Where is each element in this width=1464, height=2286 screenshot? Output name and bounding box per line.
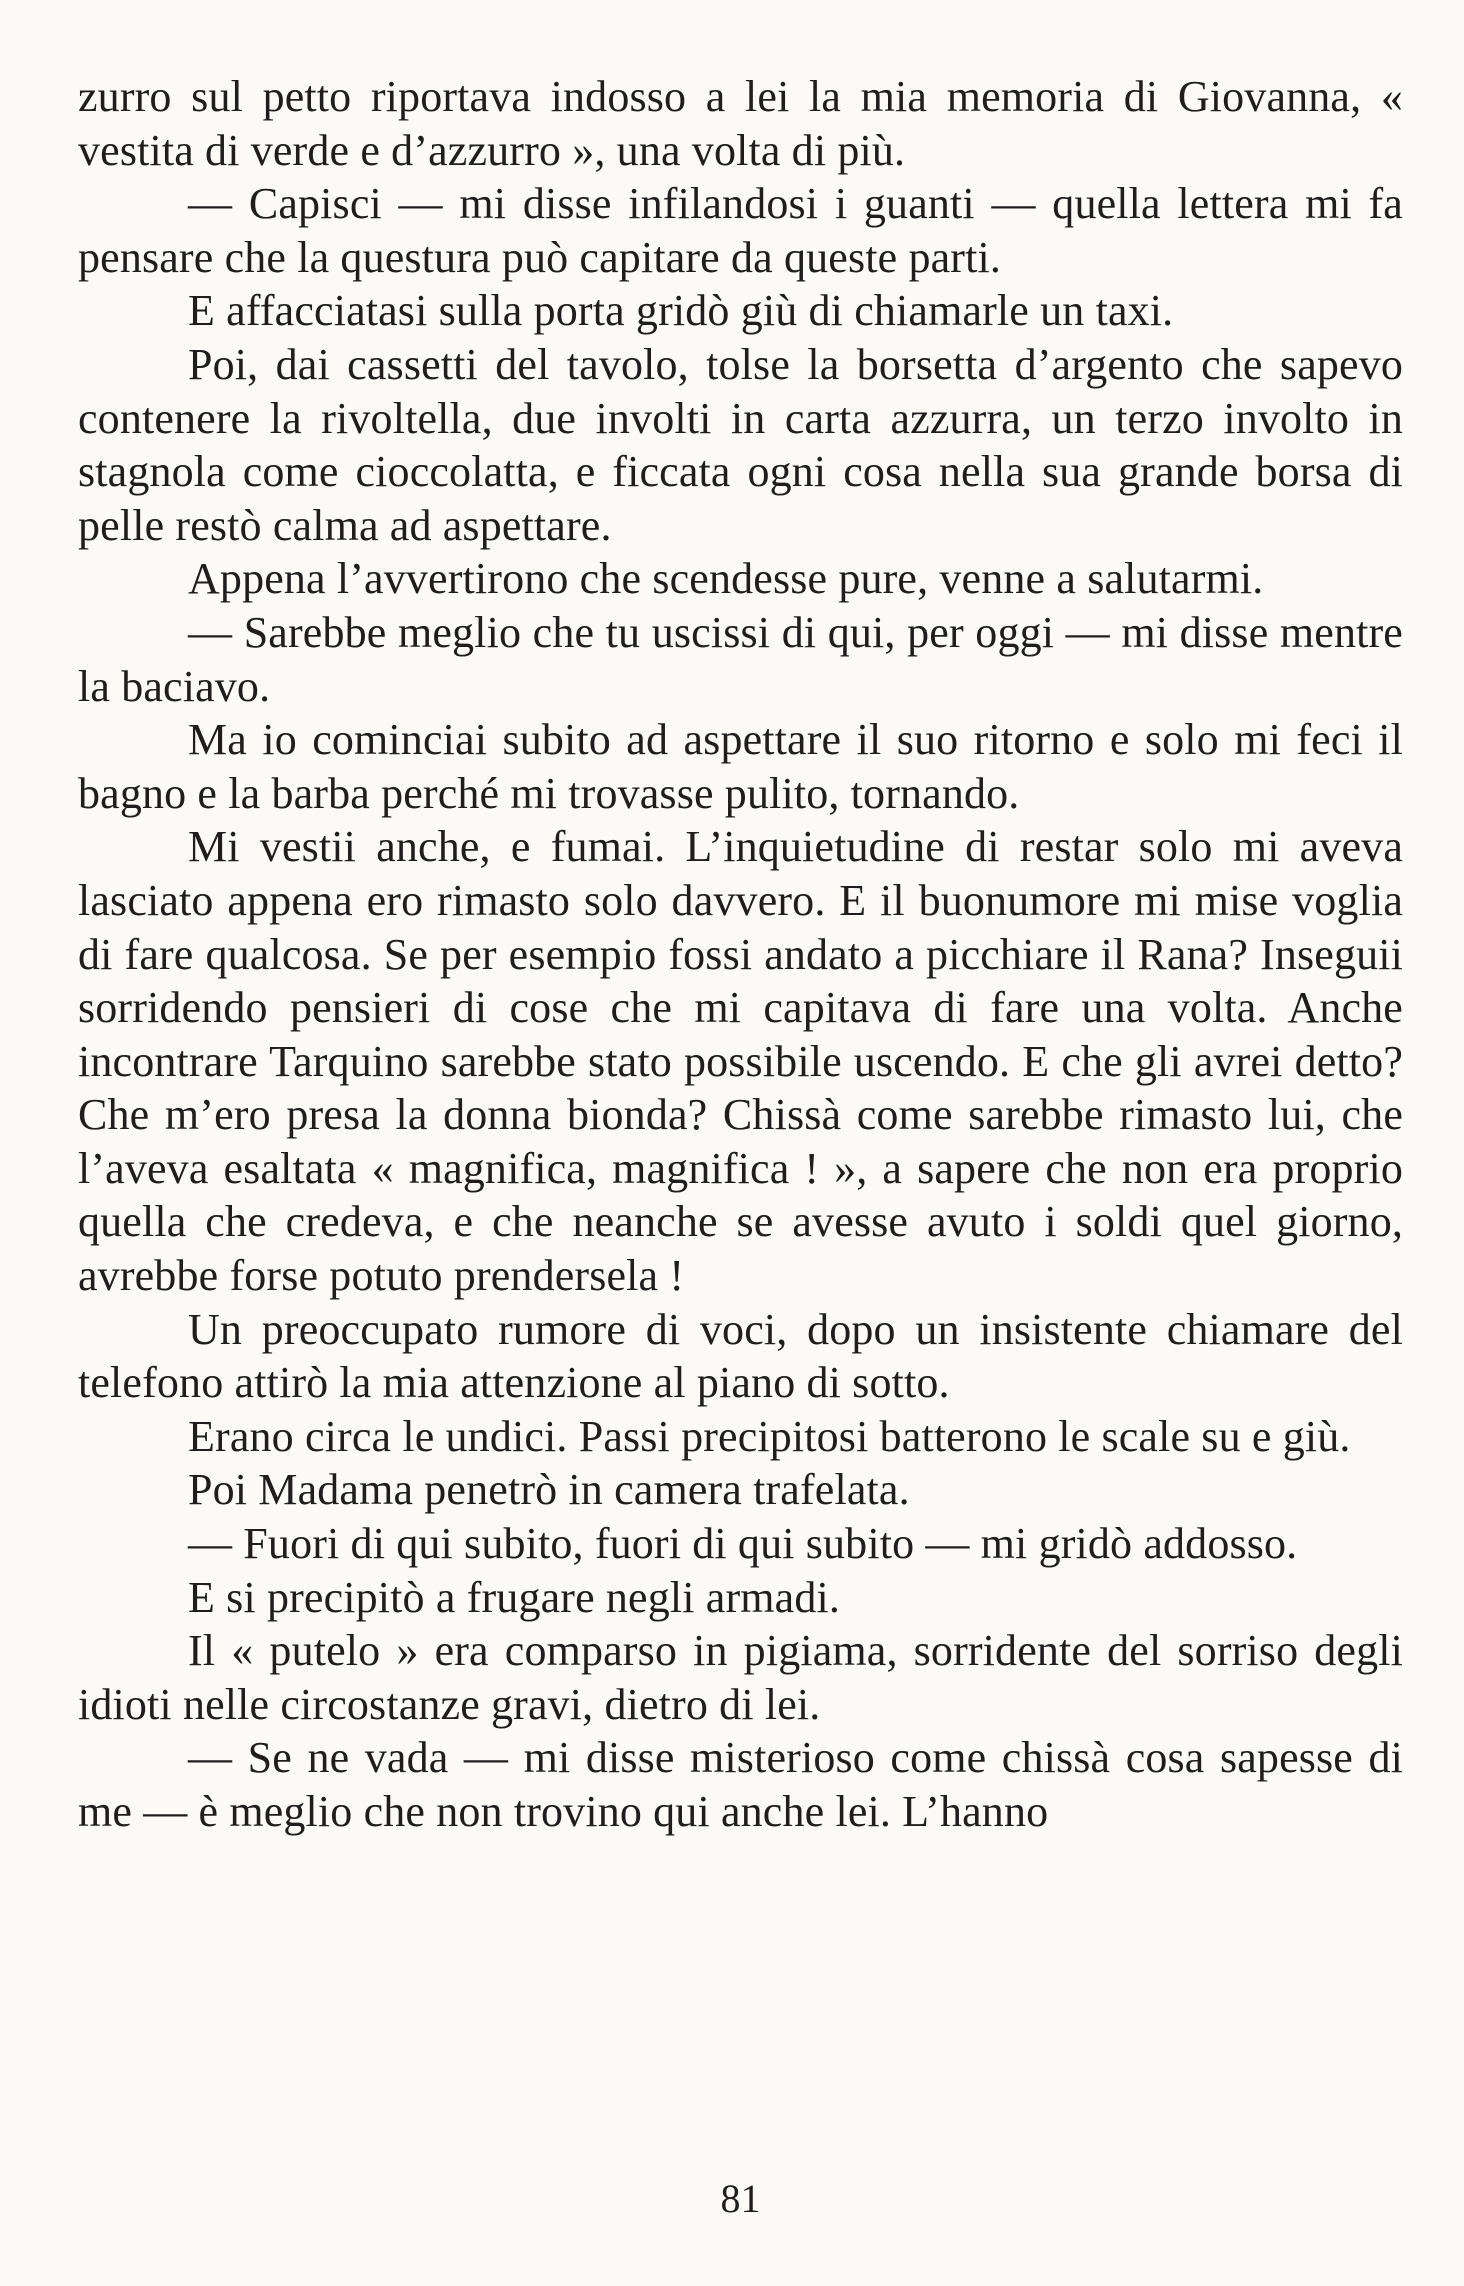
paragraph: Poi, dai cassetti del tavolo, tolse la borsetta d’argento che sapevo contenere la rivoltella, due involti in carta azzurra, un terzo involto in stagnola come cioccolatta, e ficcata ogni cosa nella sua grande borsa di pelle restò calma ad aspettare.: [78, 339, 1403, 550]
paragraph: zurro sul petto riportava indosso a lei la mia memoria di Giovanna, « vestita di verde e d’azzurro », una volta di più.: [78, 72, 1403, 175]
paragraph: Poi Madama penetrò in camera trafelata.: [188, 1465, 910, 1515]
book-page: [78, 70, 1403, 2260]
paragraph: Ma io cominciai subito ad aspettare il suo ritorno e solo mi feci il bagno e la barba perché mi trovasse pulito, tornando.: [78, 715, 1403, 818]
paragraph: Un preoccupato rumore di voci, dopo un insistente chiamare del telefono attirò la mia attenzione al piano di sotto.: [78, 1304, 1403, 1408]
body-text: [78, 70, 1403, 1839]
paragraph: E affacciatasi sulla porta gridò giù di chiamarle un taxi.: [188, 286, 1174, 336]
paragraph: — Sarebbe meglio che tu uscissi di qui, per oggi — mi disse mentre la baciavo.: [78, 607, 1403, 711]
paragraph: — Se ne vada — mi disse misterioso come chissà cosa sapesse di me — è meglio che non trovino qui anche lei. L’hanno: [78, 1733, 1403, 1836]
paragraph: — Fuori di qui subito, fuori di qui subito — mi gridò addosso.: [188, 1519, 1298, 1569]
paragraph: Appena l’avvertirono che scendesse pure, venne a salutarmi.: [188, 554, 1264, 604]
paragraph: Erano circa le undici. Passi precipitosi batterono le scale su e giù.: [188, 1411, 1351, 1461]
paragraph: Il « putelo » era comparso in pigiama, sorridente del sorriso degli idioti nelle circostanze gravi, dietro di lei.: [78, 1626, 1403, 1729]
page-number: 81: [720, 2176, 761, 2221]
paragraph: E si precipitò a frugare negli armadi.: [188, 1572, 840, 1622]
paragraph: — Capisci — mi disse infilandosi i guanti — quella lettera mi fa pensare che la questura può capitare da queste parti.: [78, 179, 1403, 282]
paragraph: Mi vestii anche, e fumai. L’inquietudine di restar solo mi aveva lasciato appena ero rimasto solo davvero. E il buonumore mi mise voglia di fare qualcosa. Se per esempio fossi andato a picchiare il Rana? Inseguii sorridendo pensieri di cose che mi capitava di fare una volta. Anche incontrare Tarquino sarebbe stato possibile uscendo. E che gli avrei detto? Che m’ero presa la donna bionda? Chissà come sarebbe rimasto lui, che l’aveva esaltata « magnifica, magnifica ! », a sapere che non era proprio quella che credeva, e che neanche se avesse avuto i soldi quel giorno, avrebbe forse potuto prendersela !: [78, 822, 1403, 1301]
